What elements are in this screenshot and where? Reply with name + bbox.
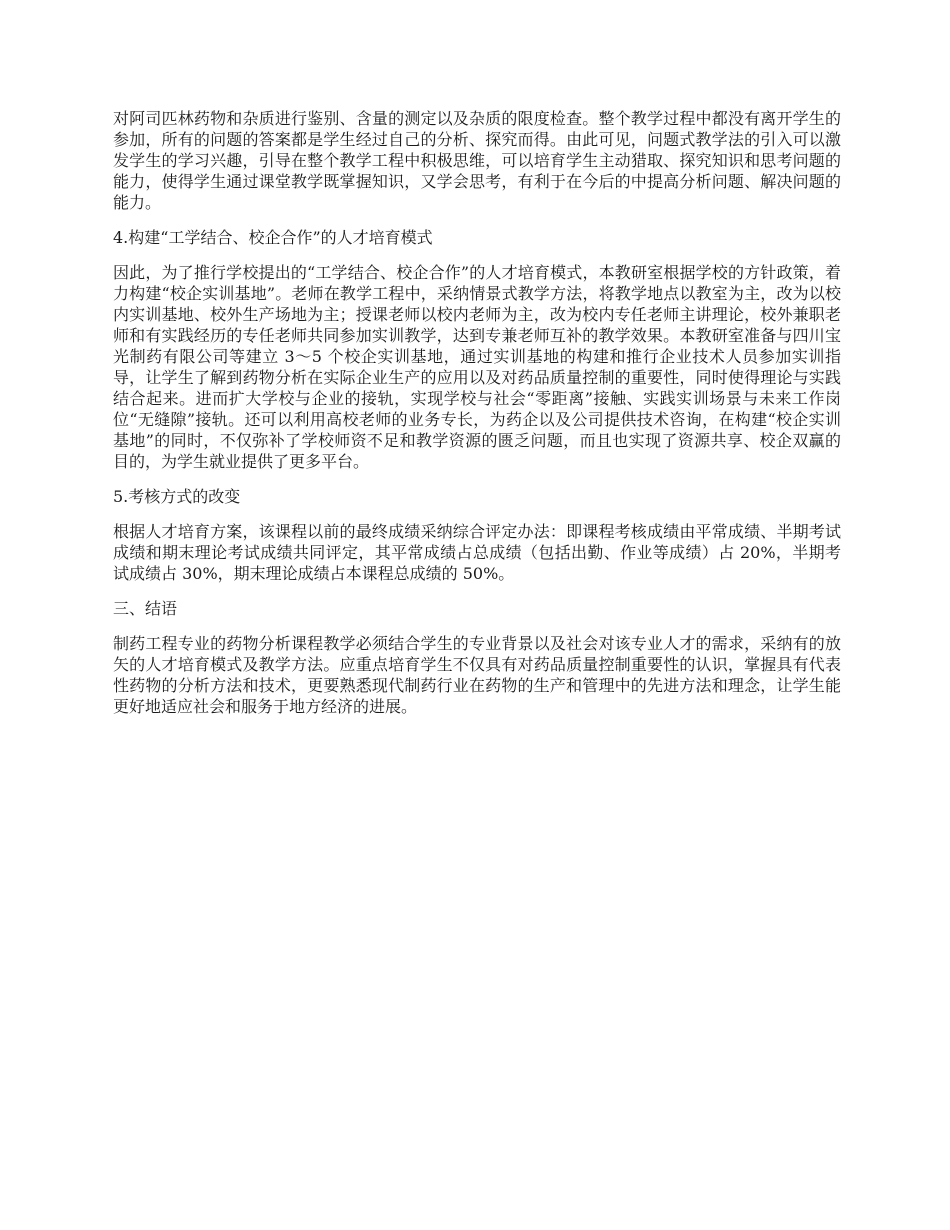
section-heading-4: 4.构建“工学结合、校企合作”的人才培育模式 <box>113 228 433 247</box>
paragraph-assessment: 根据人才培育方案，该课程以前的最终成绩采纳综合评定办法：即课程考核成绩由平常成绩、半期考试成绩和期末理论考试成绩共同评定，其平常成绩占总成绩（包括出勤、作业等成绩）占 20%，半期考试成绩占 30%，期末理论成绩占本课程总成绩的 50%。 <box>113 522 841 583</box>
document-body <box>113 108 841 731</box>
section-heading-5: 5.考核方式的改变 <box>113 487 241 506</box>
paragraph-school-enterprise: 因此，为了推行学校提出的“工学结合、校企合作”的人才培育模式，本教研室根据学校的方针政策，着力构建“校企实训基地”。老师在教学工程中，采纳情景式教学方法，将教学地点以教室为主，改为以校内实训基地、校外生产场地为主；授课老师以校内老师为主，改为校内专任老师主讲理论，校外兼职老师和有实践经历的专任老师共同参加实训教学，达到专兼老师互补的教学效果。本教研室准备与四川宝光制药有限公司等建立 3～5 个校企实训基地，通过实训基地的构建和推行企业技术人员参加实训指导，让学生了解到药物分析在实际企业生产的应用以及对药品质量控制的重要性，同时使得理论与实践结合起来。进而扩大学校与企业的接轨，实现学校与社会“零距离”接触、实践实训场景与未来工作岗位“无缝隙”接轨。还可以利用高校老师的业务专长，为药企以及公司提供技术咨询，在构建“校企实训基地”的同时，不仅弥补了学校师资不足和教学资源的匮乏问题，而且也实现了资源共享、校企双赢的目的，为学生就业提供了更多平台。 <box>113 263 841 471</box>
paragraph-conclusion: 制药工程专业的药物分析课程教学必须结合学生的专业背景以及社会对该专业人才的需求，采纳有的放矢的人才培育模式及教学方法。应重点培育学生不仅具有对药品质量控制重要性的认识，掌握具有代表性药物的分析方法和技术，更要熟悉现代制药行业在药物的生产和管理中的先进方法和理念，让学生能更好地适应社会和服务于地方经济的进展。 <box>113 634 841 716</box>
paragraph-problem-teaching: 对阿司匹林药物和杂质进行鉴别、含量的测定以及杂质的限度检查。整个教学过程中都没有离开学生的参加，所有的问题的答案都是学生经过自己的分析、探究而得。由此可见，问题式教学法的引入可以激发学生的学习兴趣，引导在整个教学工程中积极思维，可以培育学生主动猎取、探究知识和思考问题的能力，使得学生通过课堂教学既掌握知识，又学会思考，有利于在今后的中提高分析问题、解决问题的能力。 <box>113 109 841 212</box>
section-heading-conclusion: 三、结语 <box>113 599 178 618</box>
